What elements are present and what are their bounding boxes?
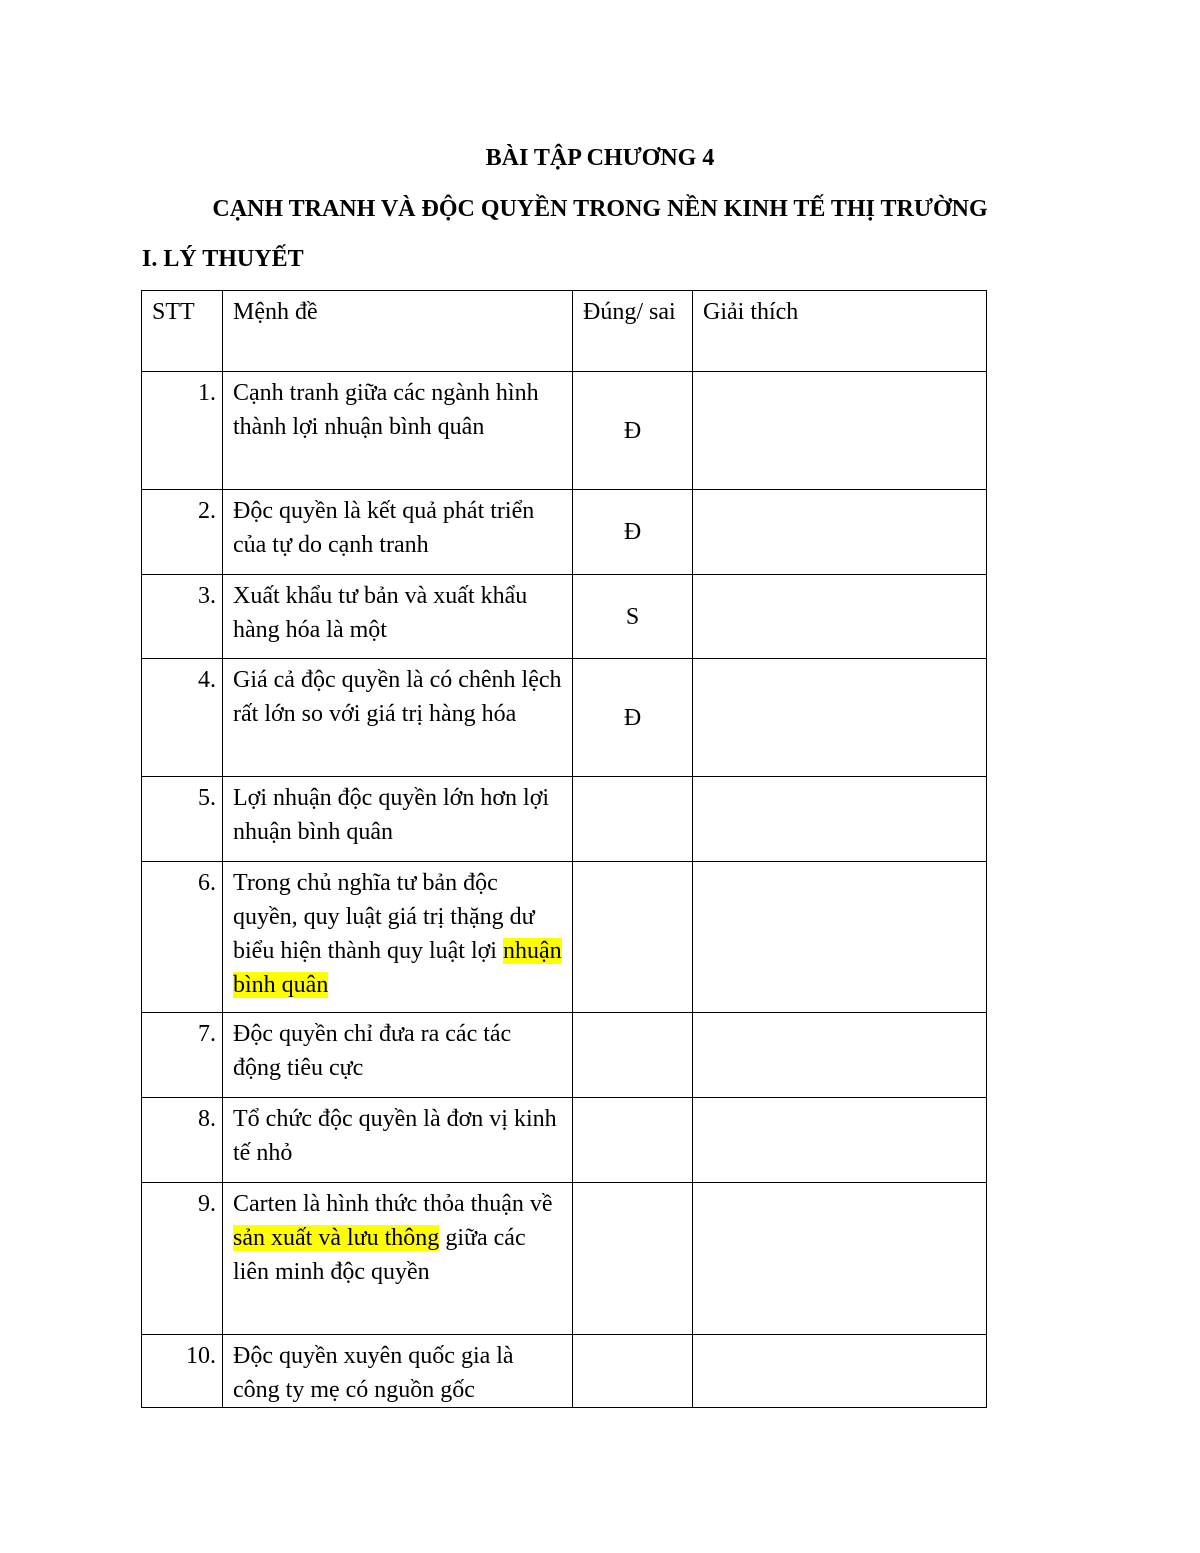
row-statement: Độc quyền là kết quả phát triển của tự do cạnh tranh xyxy=(223,490,573,575)
row-answer: Đ xyxy=(573,490,693,575)
document-subtitle: CẠNH TRANH VÀ ĐỘC QUYỀN TRONG NỀN KINH TẾ THỊ TRƯỜNG xyxy=(212,196,988,222)
header-stt: STT xyxy=(142,291,223,372)
row-statement: Xuất khẩu tư bản và xuất khẩu hàng hóa là một xyxy=(223,575,573,659)
row-number: 2. xyxy=(142,490,223,575)
header-explanation: Giải thích xyxy=(693,291,987,372)
row-number: 3. xyxy=(142,575,223,659)
row-statement: Tổ chức độc quyền là đơn vị kinh tế nhỏ xyxy=(223,1098,573,1183)
row-explanation xyxy=(693,575,987,659)
row-answer xyxy=(573,777,693,862)
table-row xyxy=(142,1013,987,1098)
row-number: 1. xyxy=(142,372,223,490)
table-row xyxy=(142,777,987,862)
table-row xyxy=(142,575,987,659)
row-answer xyxy=(573,1013,693,1098)
row-number: 7. xyxy=(142,1013,223,1098)
row-statement: Độc quyền chỉ đưa ra các tác động tiêu cực xyxy=(223,1013,573,1098)
row-explanation xyxy=(693,1183,987,1335)
row-statement: Lợi nhuận độc quyền lớn hơn lợi nhuận bình quân xyxy=(223,777,573,862)
row-statement xyxy=(223,862,573,1013)
row-explanation xyxy=(693,1335,987,1408)
document-title: BÀI TẬP CHƯƠNG 4 xyxy=(485,145,715,171)
row-answer xyxy=(573,1183,693,1335)
statement-highlight: nhuận bình quân xyxy=(233,938,562,998)
row-statement: Độc quyền xuyên quốc gia là công ty mẹ có nguồn gốc xyxy=(223,1335,573,1408)
row-explanation xyxy=(693,777,987,862)
row-statement xyxy=(223,1183,573,1335)
section-heading: I. LÝ THUYẾT xyxy=(142,246,304,272)
row-number: 8. xyxy=(142,1098,223,1183)
row-number: 6. xyxy=(142,862,223,1013)
header-statement: Mệnh đề xyxy=(223,291,573,372)
table-header-row xyxy=(142,291,987,372)
table-row xyxy=(142,1335,987,1408)
row-number: 10. xyxy=(142,1335,223,1408)
table-row xyxy=(142,862,987,1013)
row-explanation xyxy=(693,372,987,490)
row-explanation xyxy=(693,1013,987,1098)
row-answer xyxy=(573,1098,693,1183)
header-answer: Đúng/ sai xyxy=(573,291,693,372)
row-number: 5. xyxy=(142,777,223,862)
row-statement: Cạnh tranh giữa các ngành hình thành lợi nhuận bình quân xyxy=(223,372,573,490)
row-answer: Đ xyxy=(573,659,693,777)
row-explanation xyxy=(693,659,987,777)
row-statement: Giá cả độc quyền là có chênh lệch rất lớn so với giá trị hàng hóa xyxy=(223,659,573,777)
table-row xyxy=(142,490,987,575)
statement-highlight: sản xuất và lưu thông xyxy=(233,1225,440,1251)
row-explanation xyxy=(693,490,987,575)
row-answer: Đ xyxy=(573,372,693,490)
exercise-table xyxy=(141,290,987,1408)
statement-text: giữa các liên minh độc quyền xyxy=(233,1225,526,1285)
row-explanation xyxy=(693,862,987,1013)
row-number: 9. xyxy=(142,1183,223,1335)
statement-text: Carten là hình thức thỏa thuận về xyxy=(233,1191,553,1217)
statement-text: Trong chủ nghĩa tư bản độc quyền, quy luật giá trị thặng dư biểu hiện thành quy luật lợi xyxy=(233,870,535,964)
table-row xyxy=(142,1098,987,1183)
row-number: 4. xyxy=(142,659,223,777)
table-row xyxy=(142,659,987,777)
table-row xyxy=(142,1183,987,1335)
row-answer: S xyxy=(573,575,693,659)
table-row xyxy=(142,372,987,490)
row-answer xyxy=(573,1335,693,1408)
row-answer xyxy=(573,862,693,1013)
row-explanation xyxy=(693,1098,987,1183)
